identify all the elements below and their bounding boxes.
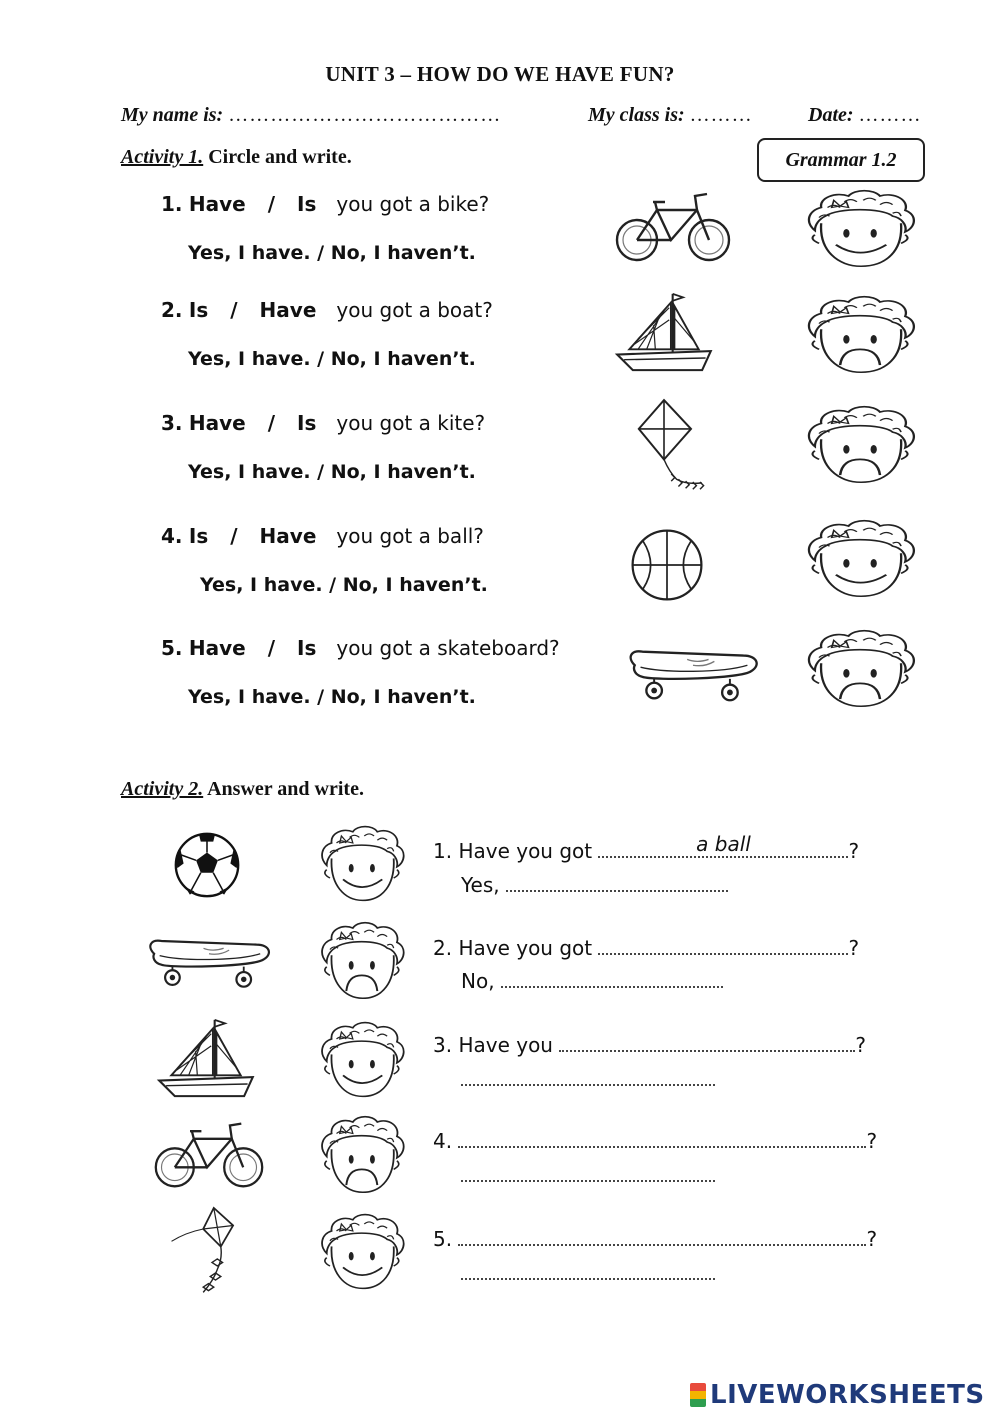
worksheet-title: UNIT 3 – HOW DO WE HAVE FUN? <box>325 62 675 86</box>
a1-num: 5. <box>161 636 183 660</box>
name-field <box>121 104 501 127</box>
a1-num: 1. <box>161 192 183 216</box>
name-label: My name is: <box>121 104 224 126</box>
a2-answer-blank[interactable] <box>598 832 848 858</box>
a1-question-5 <box>161 636 560 660</box>
a1-answer-3[interactable]: Yes, I have. / No, I haven’t. <box>188 461 476 483</box>
a2-question-3 <box>433 1032 866 1057</box>
sad-face-icon <box>796 402 922 488</box>
a2-question-2 <box>433 935 859 960</box>
a2-answer-line[interactable] <box>501 968 723 988</box>
a1-sep: / <box>267 636 276 660</box>
a2-answer-blank[interactable] <box>458 1128 866 1148</box>
sad-face-icon <box>796 292 922 378</box>
activity1-instruction: Circle and write. <box>208 146 352 168</box>
a1-rest: you got a bike? <box>336 192 490 216</box>
a1-num: 3. <box>161 411 183 435</box>
class-field <box>588 104 753 127</box>
a2-question-5 <box>433 1226 877 1251</box>
a1-question-1 <box>161 192 489 216</box>
date-label: Date: <box>808 104 854 126</box>
a1-question-2 <box>161 298 493 322</box>
a1-option-1[interactable]: Have <box>188 192 246 216</box>
a1-sep: / <box>230 524 238 548</box>
a1-answer-4[interactable]: Yes, I have. / No, I haven’t. <box>200 574 488 596</box>
sad-face-icon <box>796 626 922 712</box>
kite-icon <box>628 395 718 497</box>
a1-question-3 <box>161 411 485 435</box>
a2-q-end: ? <box>866 1129 878 1153</box>
a2-answer-5 <box>461 1260 715 1285</box>
a2-question-4 <box>433 1128 877 1153</box>
date-field <box>808 104 922 127</box>
grammar-badge: Grammar 1.2 <box>757 138 925 182</box>
boat-icon <box>154 1012 258 1104</box>
a2-answer-3 <box>461 1066 715 1091</box>
a1-option-2[interactable]: Is <box>297 636 317 660</box>
a2-q-end: ? <box>855 1033 866 1057</box>
sad-face-icon <box>312 918 410 1004</box>
a1-question-4 <box>161 524 484 548</box>
soccer-ball-icon <box>168 826 246 904</box>
a1-sep: / <box>230 298 238 322</box>
a2-a-prefix: No, <box>461 969 495 993</box>
a2-answer-blank[interactable] <box>598 935 848 955</box>
a2-answer-line[interactable] <box>506 872 728 892</box>
a2-q-prefix: 1. Have you got <box>433 839 593 863</box>
a2-q-end: ? <box>848 936 860 960</box>
a2-question-1 <box>433 832 860 863</box>
date-dots[interactable]: ……… <box>858 104 922 126</box>
a1-sep: / <box>267 411 276 435</box>
a2-answer-1 <box>461 872 728 897</box>
kite-icon <box>168 1200 256 1302</box>
a1-option-1[interactable]: Have <box>188 411 246 435</box>
a1-answer-2[interactable]: Yes, I have. / No, I haven’t. <box>188 348 476 370</box>
a2-filled-answer: a ball <box>696 832 751 856</box>
skateboard-icon <box>622 640 764 708</box>
activity2-label: Activity 2. <box>121 778 204 800</box>
a2-answer-line[interactable] <box>461 1066 715 1086</box>
a1-num: 2. <box>161 298 183 322</box>
a1-option-2[interactable]: Have <box>259 298 317 322</box>
a1-option-2[interactable]: Is <box>297 192 317 216</box>
a2-q-end: ? <box>848 839 860 863</box>
boat-icon <box>612 286 716 378</box>
a2-answer-blank[interactable] <box>458 1226 866 1246</box>
ball-icon <box>624 522 710 608</box>
a1-option-2[interactable]: Have <box>259 524 317 548</box>
a1-option-1[interactable]: Have <box>188 636 246 660</box>
a2-answer-line[interactable] <box>461 1162 715 1182</box>
bike-icon <box>612 186 734 266</box>
bike-icon <box>150 1116 268 1192</box>
sad-face-icon <box>312 1112 410 1198</box>
a2-answer-4 <box>461 1162 715 1187</box>
happy-face-icon <box>312 1018 410 1102</box>
activity2-instruction: Answer and write. <box>207 778 364 800</box>
happy-face-icon <box>312 822 410 906</box>
a2-answer-line[interactable] <box>461 1260 715 1280</box>
a1-rest: you got a kite? <box>336 411 486 435</box>
a1-rest: you got a ball? <box>336 524 484 548</box>
a1-sep: / <box>267 192 276 216</box>
a1-rest: you got a boat? <box>336 298 493 322</box>
a2-q-prefix: 4. <box>433 1129 453 1153</box>
skateboard-icon <box>138 930 280 994</box>
a1-option-2[interactable]: Is <box>297 411 317 435</box>
activity1-heading <box>121 146 352 169</box>
a2-answer-blank[interactable] <box>559 1032 855 1052</box>
activity2-heading <box>121 778 364 801</box>
happy-face-icon <box>796 186 922 272</box>
a1-answer-1[interactable]: Yes, I have. / No, I haven’t. <box>188 242 476 264</box>
a1-rest: you got a skateboard? <box>336 636 560 660</box>
class-label: My class is: <box>588 104 685 126</box>
a1-num: 4. <box>161 524 183 548</box>
class-dots[interactable]: ……… <box>689 104 753 126</box>
a2-q-end: ? <box>866 1227 878 1251</box>
activity1-label: Activity 1. <box>121 146 204 168</box>
a2-a-prefix: Yes, <box>461 873 500 897</box>
logo-mark-icon <box>690 1383 706 1407</box>
a2-q-prefix: 5. <box>433 1227 453 1251</box>
happy-face-icon <box>796 516 922 602</box>
a2-answer-2 <box>461 968 723 993</box>
a1-option-1[interactable]: Is <box>188 298 209 322</box>
a1-answer-5[interactable]: Yes, I have. / No, I haven’t. <box>188 686 476 708</box>
a2-q-prefix: 3. Have you <box>433 1033 553 1057</box>
liveworksheets-logo[interactable] <box>690 1380 985 1410</box>
a1-option-1[interactable]: Is <box>188 524 209 548</box>
happy-face-icon <box>312 1210 410 1294</box>
a2-q-prefix: 2. Have you got <box>433 936 593 960</box>
brand-name: LIVEWORKSHEETS <box>710 1380 985 1410</box>
name-dots[interactable]: ………………………………… <box>228 104 502 126</box>
